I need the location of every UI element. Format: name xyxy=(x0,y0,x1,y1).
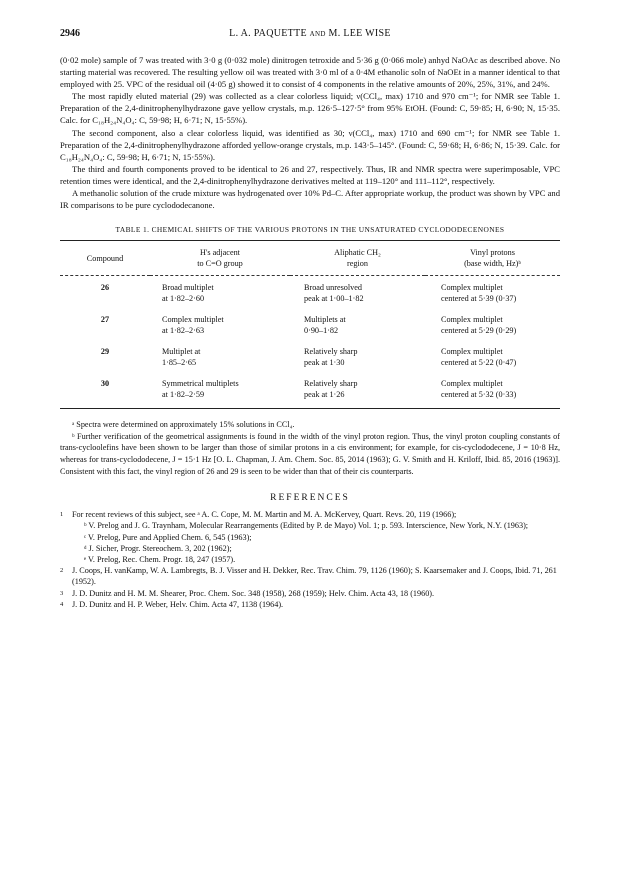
cell-line: Complex multiplet xyxy=(162,315,224,325)
reference-line: ᵇ V. Prelog and J. G. Traynham, Molecular Rearrangements (Edited by P. de Mayo) Vol. 1; p. 593. Interscience, New York, N.Y. (1963); xyxy=(84,521,529,531)
compound-number: 29 xyxy=(100,347,110,357)
adjacent-cell xyxy=(150,372,290,409)
cell-line: Broad multiplet xyxy=(162,283,214,293)
cell-line: at 1·82–2·60 xyxy=(162,294,205,304)
cell-line: 0·90–1·82 xyxy=(304,326,339,336)
table-header-row xyxy=(60,241,560,276)
reference-item xyxy=(60,509,560,565)
header-vinyl xyxy=(425,241,560,276)
journal-page xyxy=(60,28,560,610)
reference-item xyxy=(60,565,560,587)
table-row xyxy=(60,372,560,409)
reference-number: 4 xyxy=(60,600,64,608)
header-compound-label: Compound xyxy=(86,253,124,263)
cell-line: Complex multiplet xyxy=(441,315,503,325)
aliphatic-cell xyxy=(290,340,425,372)
header-aliphatic-line1: Aliphatic CH₂ xyxy=(334,248,381,258)
header-adjacent-line2: to C=O group xyxy=(197,259,243,269)
header-adjacent xyxy=(150,241,290,276)
vinyl-cell xyxy=(425,340,560,372)
vinyl-cell xyxy=(425,372,560,409)
header-adjacent-line1: H's adjacent xyxy=(200,248,240,258)
reference-number: 3 xyxy=(60,589,64,597)
page-number: 2946 xyxy=(60,28,80,39)
experimental-text xyxy=(60,54,560,211)
aliphatic-cell xyxy=(290,276,425,309)
reference-line: For recent reviews of this subject, see ᵃ A. C. Cope, M. M. Martin and M. A. McKervey, Quart. Revs. 20, 119 (1966); xyxy=(72,510,457,520)
page-header xyxy=(60,28,560,44)
cell-line: 1·85–2·65 xyxy=(162,358,197,368)
reference-line: ᶜ V. Prelog, Pure and Applied Chem. 6, 545 (1963); xyxy=(84,532,252,542)
table-row xyxy=(60,276,560,309)
compound-number: 30 xyxy=(60,372,150,409)
header-aliphatic xyxy=(290,241,425,276)
reference-line: ᵈ J. Sicher, Progr. Stereochem. 3, 202 (1962); xyxy=(84,543,232,553)
adjacent-cell xyxy=(150,308,290,340)
cell-line: peak at 1·26 xyxy=(304,390,345,400)
header-compound xyxy=(60,241,150,276)
cell-line: Complex multiplet xyxy=(441,283,503,293)
footnote: ᵃ Spectra were determined on approximately 15% solutions in CCl₄. xyxy=(72,420,295,430)
footnote: ᵇ Further verification of the geometrical assignments is found in the width of the vinyl proton region. Thus, the vinyl proton coupling constants of trans-cycloolefins have been shown to be larger than those of similar protons in a cis environment; for example, for cis-cyclododecene, J = 10·8 Hz, whereas for trans-cyclododecene, J = 15·1 Hz [O. L. Chapman, J. Am. Chem. Soc. 85, 2014 (1963); G. V. Smith and H. Kriloff, Ibid. 85, 2016 (1963)]. Consistent with this fact, the vinyl region of 26 and 29 is seen to be wider than that of their cis counterparts. xyxy=(60,431,560,476)
references-list xyxy=(60,509,560,610)
header-aliphatic-line2: region xyxy=(347,259,368,269)
body-paragraph: The second component, also a clear colorless liquid, was identified as 30; ν(CCl₄, max) 1710 and 690 cm⁻¹; for NMR see Table 1. Preparation of the 2,4-dinitrophenylhydrazone afforded yellow-orange crystals, m.p. 143·5–145°. (Found: C, 59·68; H, 6·86; N, 15·39. Calc. for C₁₈H₂₄N₄O₄: C, 59·98; H, 6·71; N, 15·55%). xyxy=(60,127,560,162)
body-paragraph: The third and fourth components proved to be identical to 26 and 27, respectively. Thus, IR and NMR spectra were superimposable, VPC retention times were identical, and the 2,4-dinitrophenylhydrazone derivatives melted at 119–120° and 111–112°, respectively. xyxy=(60,163,560,186)
compound-number: 27 xyxy=(100,315,110,325)
cell-line: Broad unresolved xyxy=(304,283,362,293)
reference-number: 2 xyxy=(60,567,64,575)
running-head: L. A. PAQUETTE and M. LEE WISE xyxy=(229,28,391,39)
aliphatic-cell xyxy=(290,372,425,409)
table-caption: TABLE 1. CHEMICAL SHIFTS OF THE VARIOUS PROTONS IN THE UNSATURATED CYCLODODECENONES xyxy=(115,225,505,235)
table-row xyxy=(60,308,560,340)
cell-line: Relatively sharp xyxy=(304,347,358,357)
compound-number: 26 xyxy=(100,283,110,293)
body-paragraph: A methanolic solution of the crude mixture was hydrogenated over 10% Pd–C. After appropriate workup, the product was shown by VPC and IR comparisons to be pure cyclododecanone. xyxy=(60,188,560,211)
header-vinyl-line1: Vinyl protons xyxy=(470,248,515,258)
aliphatic-cell xyxy=(290,308,425,340)
reference-line: ᵉ V. Prelog, Rec. Chem. Progr. 18, 247 (1957). xyxy=(84,555,236,564)
cell-line: centered at 5·39 (0·37) xyxy=(441,294,517,304)
cell-line: peak at 1·00–1·82 xyxy=(304,294,364,304)
reference-line: J. D. Dunitz and H. M. M. Shearer, Proc. Chem. Soc. 348 (1958), 268 (1959); Helv. Chim. Acta 43, 18 (1960). xyxy=(72,588,435,598)
cell-line: Complex multiplet xyxy=(441,379,503,389)
cell-line: Symmetrical multiplets xyxy=(162,379,239,389)
cell-line: Multiplet at xyxy=(162,347,201,357)
cell-line: Relatively sharp xyxy=(304,379,358,389)
adjacent-cell xyxy=(150,276,290,309)
cell-line: Complex multiplet xyxy=(441,347,503,357)
table-row xyxy=(60,340,560,372)
vinyl-cell xyxy=(425,308,560,340)
reference-line: J. D. Dunitz and H. P. Weber, Helv. Chim. Acta 47, 1138 (1964). xyxy=(72,599,284,609)
cell-line: centered at 5·32 (0·33) xyxy=(441,390,517,400)
reference-item xyxy=(60,599,560,610)
body-paragraph: The most rapidly eluted material (29) was collected as a clear colorless liquid; ν(CCl₄, max) 1710 and 970 cm⁻¹; for NMR see Table 1. Preparation of the 2,4-dinitrophenylhydrazone gave yellow crystals, m.p. 126·5–127·5° from 95% EtOH. (Found: C, 59·85; H, 6·90; N, 15·35. Calc. for C₁₈H₂₄N₄O₄: C, 59·98; H, 6·71; N, 15·55%). xyxy=(60,91,560,126)
cell-line: centered at 5·22 (0·47) xyxy=(441,358,517,368)
reference-item xyxy=(60,588,560,599)
cell-line: at 1·82–2·63 xyxy=(162,326,205,336)
body-paragraph: (0·02 mole) sample of 7 was treated with 3·0 g (0·032 mole) dinitrogen tetroxide and 5·36 g (0·066 mole) anhyd NaOAc as described above. No starting material was recovered. The resulting yellow oil was treated with 3·0 ml of a 0·4M ethanolic soln of NaOEt in a manner identical to that employed with 25. VPC of the residual oil (4·05 g) showed it to consist of 4 components in the relative amounts of 20%, 25%, 31%, and 24%. xyxy=(60,55,560,90)
cell-line: centered at 5·29 (0·29) xyxy=(441,326,517,336)
cell-line: Multiplets at xyxy=(304,315,346,325)
reference-number: 1 xyxy=(60,511,64,519)
cell-line: peak at 1·30 xyxy=(304,358,345,368)
header-vinyl-line2: (base width, Hz)ᵇ xyxy=(464,259,521,269)
chemical-shift-table xyxy=(60,240,560,409)
cell-line: at 1·82–2·59 xyxy=(162,390,205,400)
references-heading: REFERENCES xyxy=(270,493,350,504)
adjacent-cell xyxy=(150,340,290,372)
table-footnotes xyxy=(60,419,560,477)
reference-line: J. Coops, H. vanKamp, W. A. Lambregts, B. J. Visser and H. Dekker, Rec. Trav. Chim. 79, 1126 (1960); S. Kaarsemaker and J. Coops, Ibid. 71, 261 (1952). xyxy=(72,566,557,587)
vinyl-cell xyxy=(425,276,560,309)
